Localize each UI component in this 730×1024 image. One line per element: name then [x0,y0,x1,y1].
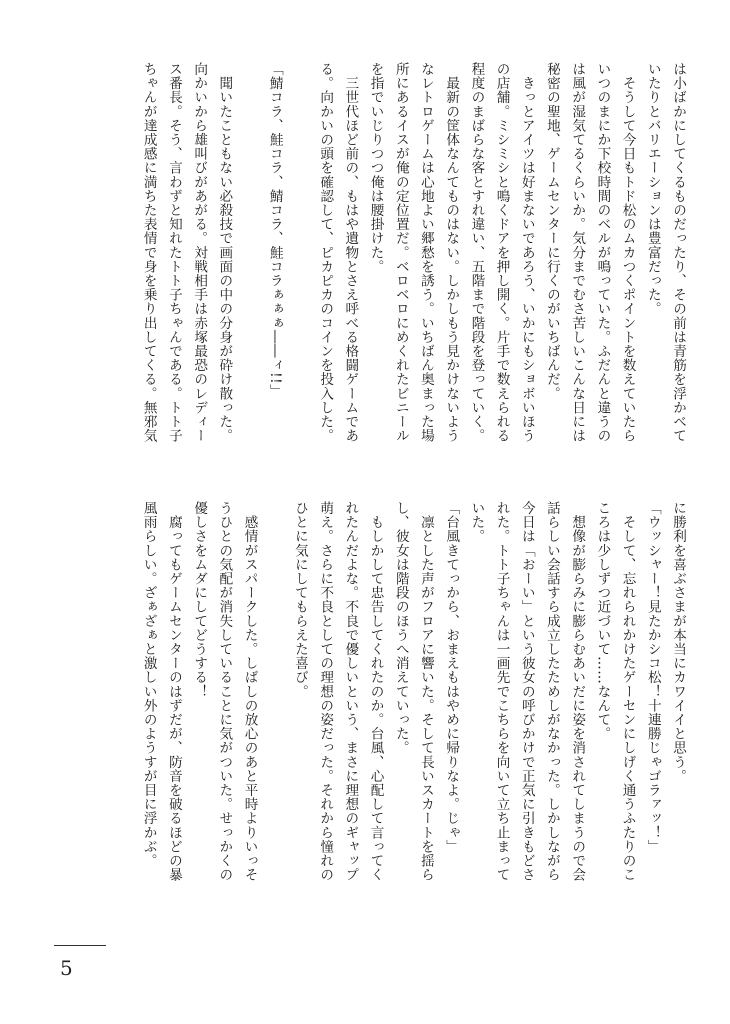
text-line: 優しさをムダにしてどうする！ [191,501,208,699]
lower-text-block [60,501,690,933]
text-line: れたんだよな。不良で優しいという、まさに理想のギャップ [342,501,359,882]
text-line: 風雨らしい。ざぁざぁと激しい外のようすが目に浮かぶ。 [140,501,157,868]
text-line: もしかして忠告してくれたのか。台風、心配して言ってく [367,501,384,882]
text-line: 話らしい会話すら成立したためしがなかった。しかしながら [543,501,560,882]
text-line: 程度のまばらな客とすれ違い、五階まで階段を登っていく。 [468,62,485,443]
text-line: ひとに気にしてもらえた喜び。 [291,501,308,699]
text-line: いたりとバリエーションは豊富だった。 [644,62,661,316]
page-number: 5 [60,956,73,980]
text-line: きっとアイツは好まないであろう、いかにもショボいほう [518,62,535,443]
text-line: 萌え。さらに不良としての理想の姿だった。それから憧れの [317,501,334,882]
text-line: ころは少しずつ近づいて……なんて。 [594,501,611,741]
text-line: ス番長。そう、言わずと知れたトト子ちゃんである。トト子 [165,62,182,443]
text-line: 所にあるイスが俺の定位置だ。ベロベロにめくれたビニール [392,62,409,443]
text-line: そして、忘れられかけたゲーセンにしげく通うふたりのこ [619,501,636,882]
text-line: いつのまにか下校時間のベルが鳴っていた。ふだんと違うの [594,62,611,443]
text-line: 「鯖コラ、鮭コラ、鯖コラ、鮭コラぁぁぁ――ィ!!」 [266,62,283,399]
text-line: そうして今日もトド松のムカつくポイントを数えていたら [619,62,636,443]
text-line: なレトロゲームは心地よい郷愁を誘う。いちばん奥まった場 [417,62,434,443]
text-line: し、彼女は階段のほうへ消えていった。 [392,501,409,755]
text-line: は小ばかにしてくるものだったり、その前は青筋を浮かべて [670,62,686,443]
text-line: 今日は「おーい」という彼女の呼びかけで正気に引きもどさ [518,501,535,882]
text-line: 聞いたこともない必殺技で画面の中の分身が砕け散った。 [216,62,233,443]
page-number-rule [54,945,106,946]
text-line: うひとの気配が消失していることに気がついた。せっかくの [216,501,233,882]
text-line: 「台風きてっから、おまえもはやめに帰りなよ。じゃ」 [443,501,460,854]
text-line: 感情がスパークした。しばしの放心のあと平時よりいっそ [241,501,258,882]
text-line: に勝利を喜ぶさまが本当にカワイイと思う。 [670,501,686,783]
text-line: 腐ってもゲームセンターのはずだが、防音を破るほどの暴 [165,501,182,882]
upper-text-block [60,62,690,494]
text-line: は風が湿気てるくらいか。気分までむさ苦しいこんな日には [569,62,586,443]
text-line: 向かいから雄叫びがあがる。対戦相手は赤塚最恐のレディー [191,62,208,443]
text-line: る。向かいの頭を確認して、ピカピカのコインを投入した。 [317,62,334,443]
text-line: 三世代ほど前の、もはや遺物とさえ呼べる格闘ゲームであ [342,62,359,443]
text-line: 想像が膨らみに膨らむあいだに姿を消されてしまうので会 [569,501,586,882]
text-line: 「ウッシャー！見たかシコ松！十連勝じゃゴラァッ！」 [644,501,661,854]
text-line: ちゃんが達成感に満ちた表情で身を乗り出してくる。無邪気 [140,62,157,443]
text-line: 最新の筐体なんてものはない。しかしもう見かけないよう [443,62,460,443]
text-line: いた。 [468,501,485,544]
text-line: 秘密の聖地、ゲームセンターに行くのがいちばんだ。 [543,62,560,401]
text-line [287,62,312,494]
text-line: を指でいじりつつ俺は腰掛けた。 [367,62,384,274]
text-line [262,501,287,933]
text-line: れた。トト子ちゃんは一画先でこちらを向いて立ち止まって [493,501,510,882]
text-line: の店舗。ミシミシと鳴くドアを押し開く。片手で数えられる [493,62,510,443]
text-line: 凛とした声がフロアに響いた。そして長いスカートを揺ら [417,501,434,882]
text-line [236,62,261,494]
